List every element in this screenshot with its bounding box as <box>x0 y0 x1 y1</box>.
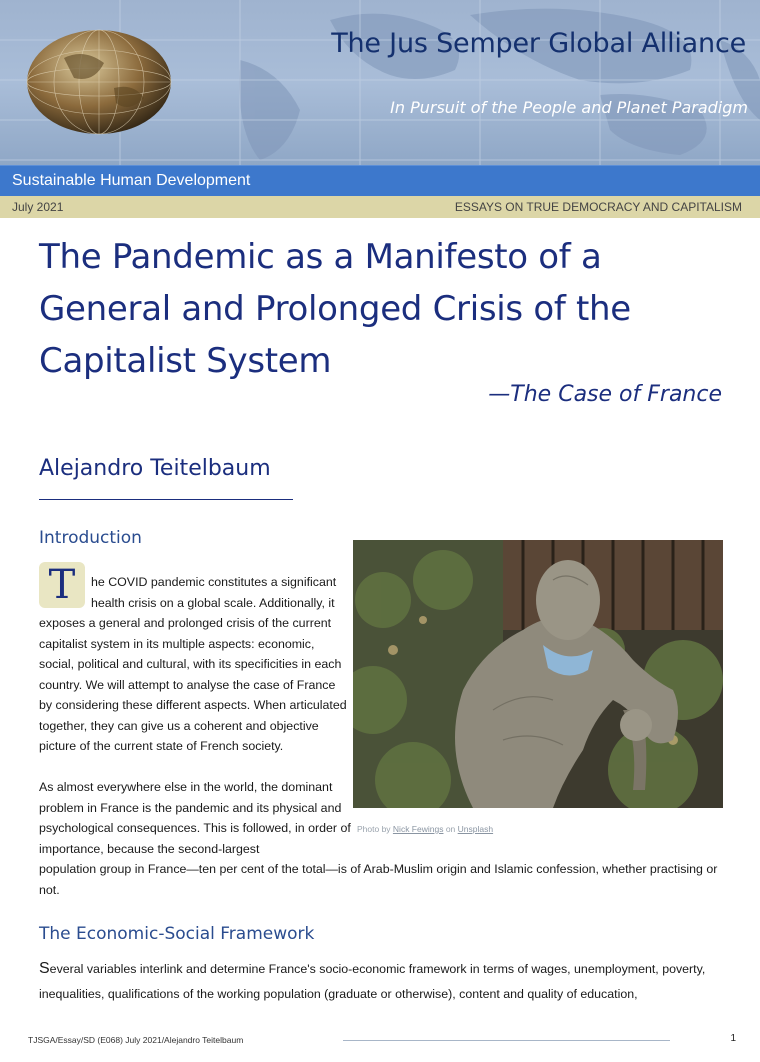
author-divider <box>39 499 293 500</box>
intro-paragraph-2: As almost everywhere else in the world, the dominant problem in France is the pandemic and its physical and psychological consequences. This is followed, in order of importance, because the second-largest <box>39 780 351 856</box>
credit-source-link[interactable]: Unsplash <box>457 824 494 834</box>
drop-cap: T <box>39 562 85 608</box>
footer-divider <box>343 1040 670 1041</box>
intro-paragraph-continued: exposes a general and prolonged crisis of the current capitalist system in its multiple aspects: economic, social, political and cultural, with its specificities in each country. We will attempt to analyse the case of France by considering these different aspects. When articulated together, they can give us a coherent and objective picture of the current state of French society. <box>39 616 347 753</box>
site-title: The Jus Semper Global Alliance <box>331 28 746 59</box>
photo-illustration <box>353 540 723 808</box>
introduction-heading: Introduction <box>39 528 142 548</box>
economic-first-letter: S <box>39 960 50 977</box>
globe-icon <box>24 28 174 136</box>
date-bar <box>0 196 760 218</box>
credit-prefix: Photo by <box>357 824 393 834</box>
series-label: ESSAYS ON TRUE DEMOCRACY AND CAPITALISM <box>454 200 742 214</box>
article-title: The Pandemic as a Manifesto of a General and Prolonged Crisis of the Capitalist System <box>39 237 631 381</box>
economic-paragraph <box>39 956 729 1007</box>
economic-heading: The Economic-Social Framework <box>39 924 315 944</box>
author-name: Alejandro Teitelbaum <box>39 456 271 481</box>
article-subtitle: —The Case of France <box>488 382 722 407</box>
credit-author-link[interactable]: Nick Fewings <box>392 824 444 834</box>
economic-text: everal variables interlink and determine France's socio-economic framework in terms of wages, unemployment, poverty, inequalities, qualifications of the working population (graduate or otherwise), content and quality of education, <box>39 962 706 1001</box>
section-label: Sustainable Human Development <box>12 172 251 189</box>
page-number: 1 <box>730 1033 736 1044</box>
intro-paragraph-2-continued: population group in France—ten per cent of the total—is of Arab-Muslim origin and Islamic confession, whether practising or not. <box>39 862 718 897</box>
statue-photo <box>353 540 723 808</box>
publication-date: July 2021 <box>12 200 64 214</box>
credit-mid: on <box>443 824 458 834</box>
site-tagline: In Pursuit of the People and Planet Paradigm <box>390 98 748 117</box>
section-bar <box>0 165 760 197</box>
masthead-banner <box>0 0 760 165</box>
intro-paragraph-start: he COVID pandemic constitutes a significant health crisis on a global scale. Additionally, it <box>91 575 337 610</box>
footer-reference: TJSGA/Essay/SD (E068) July 2021/Alejandro Teitelbaum <box>28 1035 244 1045</box>
photo-credit <box>357 824 493 834</box>
